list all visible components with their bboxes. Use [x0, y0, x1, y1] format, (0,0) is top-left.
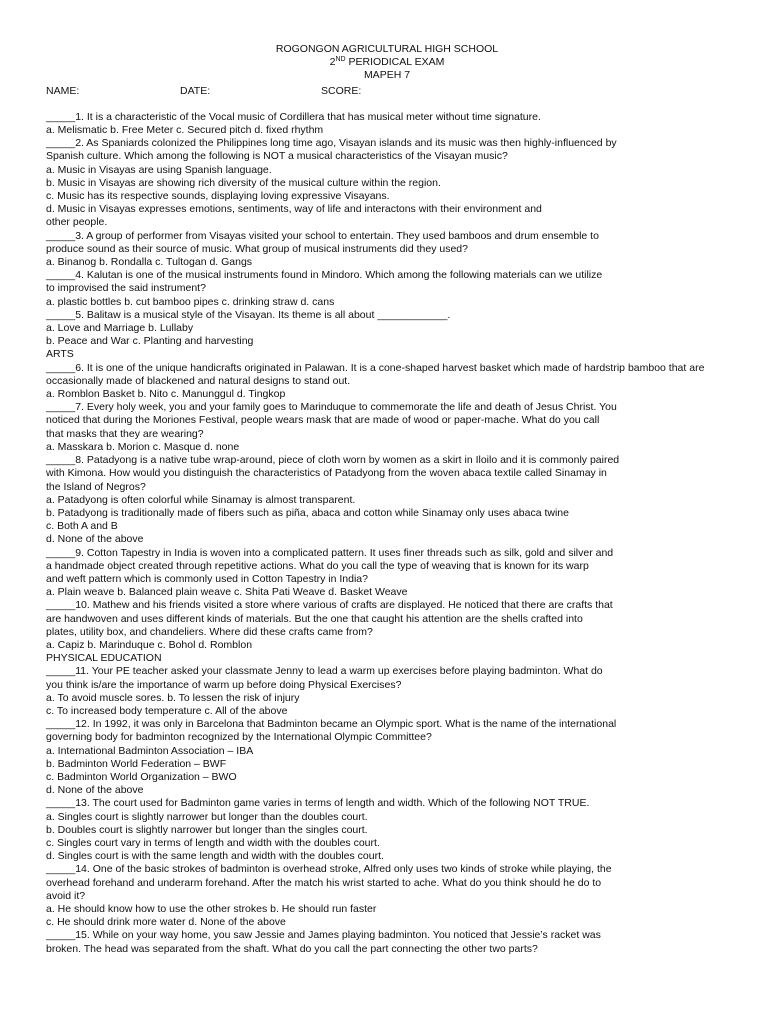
exam-line: Spanish culture. Which among the following is NOT a musical characteristics of the Visayan music? [46, 150, 508, 163]
exam-line: with Kimona. How would you distinguish the characteristics of Patadyong from the woven abaca textile called Sinamay in [46, 467, 607, 480]
exam-number-suffix: ND [335, 56, 346, 64]
exam-line: occasionally made of blackened and natural designs to stand out. [46, 374, 351, 387]
exam-line: to improvised the said instrument? [46, 282, 206, 295]
exam-line: a. Singles court is slightly narrower but longer than the doubles court. [46, 810, 368, 823]
exam-line: _____1. It is a characteristic of the Vocal music of Cordillera that has musical meter without time signature. [46, 110, 541, 123]
exam-line: overhead forehand and underarm forehand. After the match his wrist started to ache. What do you think should he do to [46, 876, 602, 889]
exam-number: 2 [329, 56, 336, 69]
exam-line: a. International Badminton Association – IBA [46, 744, 254, 757]
exam-line: _____6. It is one of the unique handicrafts originated in Palawan. It is a cone-shaped harvest basket which made of hardstrip bamboo that are [46, 361, 705, 374]
exam-line: _____12. In 1992, it was only in Barcelona that Badminton became an Olympic sport. What is the name of the international [46, 718, 617, 731]
exam-line: b. Peace and War c. Planting and harvesting [46, 335, 254, 348]
exam-line: d. None of the above [46, 533, 144, 546]
exam-line: b. Patadyong is traditionally made of fibers such as piña, abaca and cotton while Sinamay only uses abaca twine [46, 506, 569, 519]
exam-line: d. Singles court is with the same length and width with the doubles court. [46, 850, 384, 863]
exam-line: are handwoven and uses different kinds of materials. But the one that caught his attention are the shells crafted into [46, 612, 583, 625]
exam-line: a. Plain weave b. Balanced plain weave c. Shita Pati Weave d. Basket Weave [46, 586, 408, 599]
exam-line: that masks that they are wearing? [46, 427, 204, 440]
exam-line: PHYSICAL EDUCATION [46, 652, 162, 665]
exam-line: noticed that during the Moriones Festival, people wears mask that are made of wood or paper-mache. What do you call [46, 414, 600, 427]
exam-line: _____11. Your PE teacher asked your classmate Jenny to lead a warm up exercises before playing badminton. What do [46, 665, 603, 678]
student-info-row [46, 85, 728, 98]
exam-line: and weft pattern which is commonly used in Cotton Tapestry in India? [46, 572, 368, 585]
exam-line: _____15. While on your way home, you saw Jessie and James playing badminton. You noticed that Jessie’s racket was [46, 929, 601, 942]
exam-line: ARTS [46, 348, 74, 361]
exam-line: a. Love and Marriage b. Lullaby [46, 322, 194, 335]
exam-line: b. Music in Visayas are showing rich diversity of the musical culture within the region. [46, 176, 441, 189]
exam-line: c. To increased body temperature c. All of the above [46, 704, 288, 717]
exam-line: _____7. Every holy week, you and your family goes to Marinduque to commemorate the life and death of Jesus Christ. You [46, 401, 617, 414]
score-label: SCORE: [321, 84, 362, 97]
exam-line: a. Romblon Basket b. Nito c. Manunggul d. Tingkop [46, 388, 286, 401]
subject-title: MAPEH 7 [363, 69, 411, 82]
exam-line: a. Masskara b. Morion c. Masque d. none [46, 440, 240, 453]
exam-line: a. Music in Visayas are using Spanish language. [46, 163, 272, 176]
exam-line: _____8. Patadyong is a native tube wrap-around, piece of cloth worn by women as a skirt in Iloilo and it is commonly paired [46, 454, 620, 467]
exam-line: b. Badminton World Federation – BWF [46, 757, 227, 770]
exam-line: _____5. Balitaw is a musical style of the Visayan. Its theme is all about ____________. [46, 308, 451, 321]
exam-line: _____4. Kalutan is one of the musical instruments found in Mindoro. Which among the following materials can we utilize [46, 269, 603, 282]
exam-line: a. He should know how to use the other strokes b. He should run faster [46, 903, 377, 915]
exam-line: _____9. Cotton Tapestry in India is woven into a complicated pattern. It uses finer threads such as silk, gold and silver and [46, 546, 614, 559]
exam-line: governing body for badminton recognized by the International Olympic Committee? [46, 731, 432, 744]
exam-line: a. Melismatic b. Free Meter c. Secured pitch d. fixed rhythm [46, 124, 324, 137]
exam-line: _____10. Mathew and his friends visited a store where various of crafts are displayed. He noticed that there are crafts that [46, 599, 613, 612]
exam-line: d. Music in Visayas expresses emotions, sentiments, way of life and interactons with their environment and [46, 203, 542, 216]
date-label: DATE: [180, 84, 211, 97]
exam-line: _____13. The court used for Badminton game varies in terms of length and width. Which of the following NOT TRUE. [46, 797, 590, 810]
question-list [46, 111, 728, 956]
header-gap [46, 98, 728, 111]
exam-line: a handmade object created through repetitive actions. What do you call the type of weaving that is known for its warp [46, 559, 589, 572]
exam-line: _____2. As Spaniards colonized the Philippines long time ago, Visayan islands and its music was then highly-influenced by [46, 137, 617, 150]
exam-line: produce sound as their source of music. What group of musical instruments did they used? [46, 242, 468, 255]
exam-line: c. Music has its respective sounds, displaying loving expressive Visayans. [46, 190, 390, 203]
exam-line: c. Badminton World Organization – BWO [46, 770, 237, 783]
exam-line: a. plastic bottles b. cut bamboo pipes c. drinking straw d. cans [46, 295, 335, 308]
exam-line: a. Patadyong is often colorful while Sinamay is almost transparent. [46, 493, 356, 506]
exam-line: c. He should drink more water d. None of the above [46, 916, 286, 929]
exam-line: a. To avoid muscle sores. b. To lessen the risk of injury [46, 691, 300, 704]
exam-line: the Island of Negros? [46, 480, 146, 493]
exam-line: other people. [46, 216, 108, 229]
exam-line: b. Doubles court is slightly narrower but longer than the singles court. [46, 823, 368, 836]
exam-line: _____14. One of the basic strokes of badminton is overhead stroke, Alfred only uses two kinds of stroke while playing, the [46, 863, 612, 876]
exam-line: plates, utility box, and chandeliers. Where did these crafts came from? [46, 625, 373, 638]
exam-title [46, 56, 728, 69]
exam-line: c. Singles court vary in terms of length and width with the doubles court. [46, 836, 380, 849]
exam-title-text: PERIODICAL EXAM [345, 56, 445, 69]
school-name: ROGONGON AGRICULTURAL HIGH SCHOOL [275, 43, 499, 55]
name-label: NAME: [46, 84, 80, 97]
exam-line: a. Binanog b. Rondalla c. Tultogan d. Gangs [46, 256, 253, 269]
exam-line: a. Capiz b. Marinduque c. Bohol d. Romblon [46, 638, 253, 651]
exam-line: avoid it? [46, 889, 86, 902]
exam-line: broken. The head was separated from the shaft. What do you call the part connecting the other two parts? [46, 942, 538, 955]
exam-line: c. Both A and B [46, 520, 118, 533]
exam-line: you think is/are the importance of warm up before doing Physical Exercises? [46, 678, 402, 691]
exam-line: d. None of the above [46, 784, 144, 797]
exam-line: _____3. A group of performer from Visayas visited your school to entertain. They used bamboos and drum ensemble to [46, 229, 599, 242]
